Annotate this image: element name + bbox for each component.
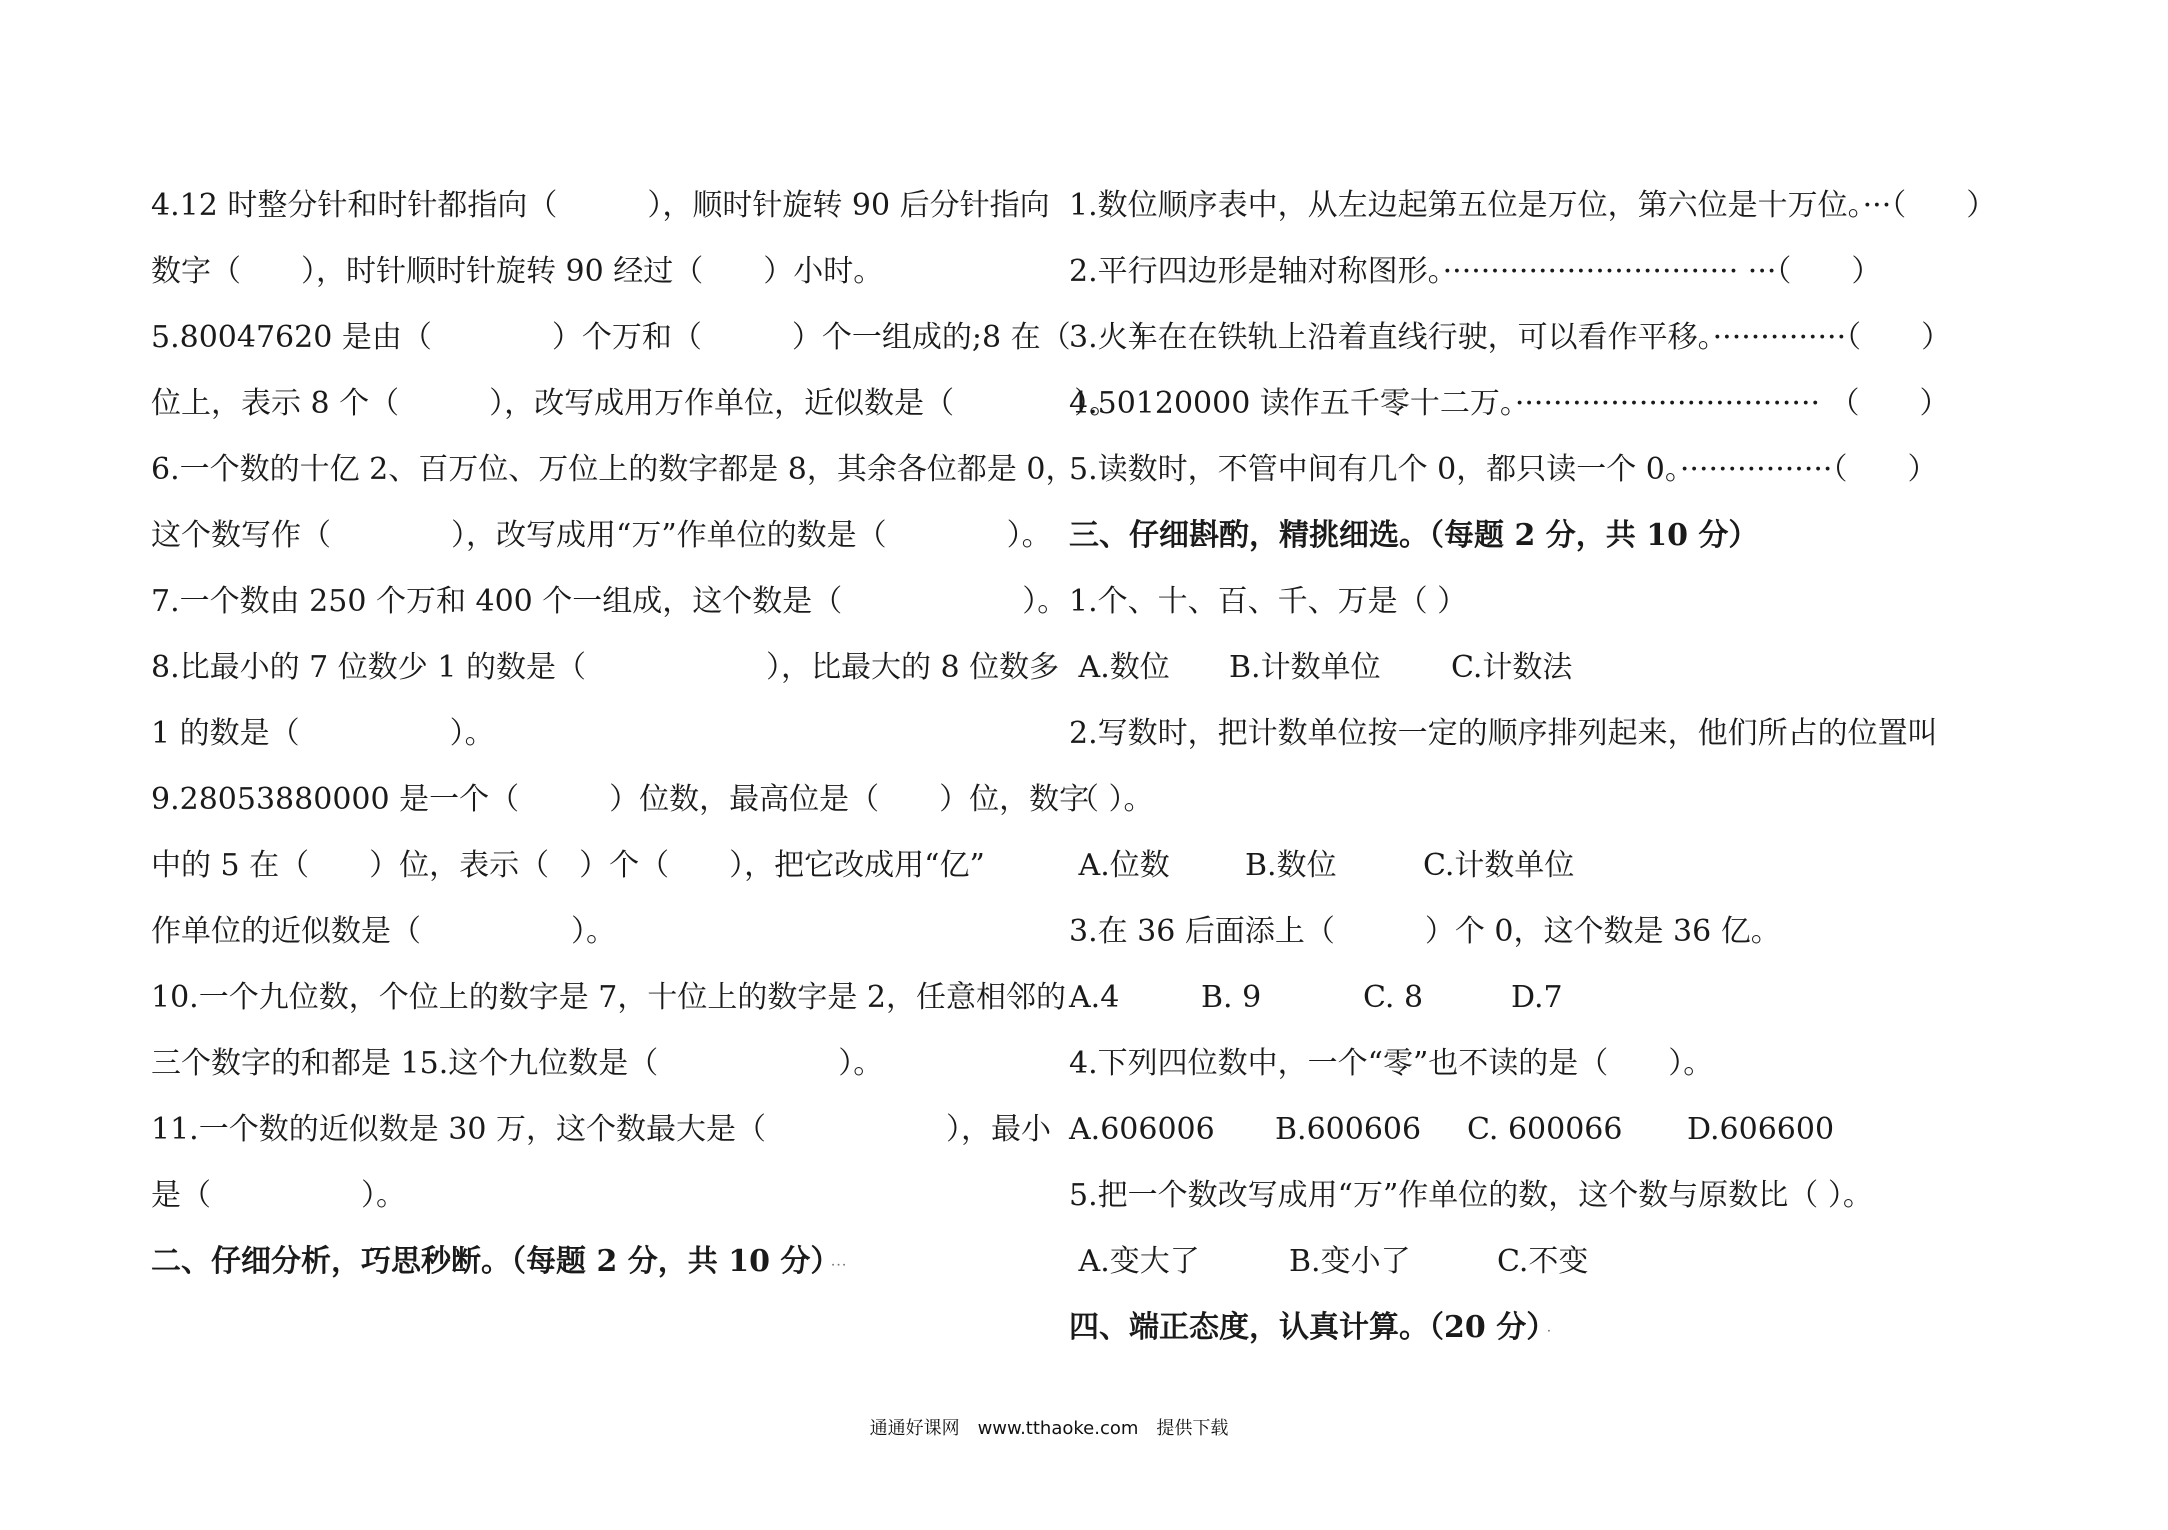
q11-line1: 11.一个数的近似数是 30 万，这个数最大是（ ），最小 — [151, 1112, 1051, 1147]
choice4-option-b: B.600606 — [1275, 1112, 1422, 1147]
section2-heading — [151, 1242, 1031, 1308]
choice2-option-a: A.位数 — [1069, 848, 1170, 883]
q4-line1: 4.12 时整分针和时针都指向（ ），顺时针旋转 90 后分针指向 — [151, 188, 1050, 223]
choice3-option-c: C. 8 — [1363, 980, 1424, 1015]
choice1-option-c: C.计数法 — [1451, 650, 1573, 685]
judge-item-2: 2.平行四边形是轴对称图形。······························· ···（ ） — [1069, 254, 1882, 289]
q6-line1: 6.一个数的十亿 2、百万位、万位上的数字都是 8，其余各位都是 0， — [151, 452, 1076, 487]
choice2-option-b: B.数位 — [1245, 848, 1337, 883]
q4-line2: 数字（ ），时针顺时针旋转 90 经过（ ）小时。 — [151, 254, 884, 289]
choice5-question: 5.把一个数改写成用“万”作单位的数，这个数与原数比（ ）。 — [1069, 1178, 1873, 1213]
q6-line2: 这个数写作（ ），改写成用“万”作单位的数是（ ）。 — [151, 518, 1052, 553]
section3-heading: 三、仔细斟酌，精挑细选。（每题 2 分，共 10 分） — [1069, 518, 1759, 553]
choice2-question-line1: 2.写数时，把计数单位按一定的顺序排列起来，他们所占的位置叫 — [1069, 716, 1938, 751]
section4-heading — [1069, 1308, 1949, 1374]
choice1-option-b: B.计数单位 — [1229, 650, 1381, 685]
judge-item-3: 3.火车在在铁轨上沿着直线行驶，可以看作平移。··············（ ） — [1069, 320, 1952, 355]
q9-line1: 9.28053880000 是一个（ ）位数，最高位是（ ）位，数字 — [151, 782, 1090, 817]
choice5-option-c: C.不变 — [1497, 1244, 1589, 1279]
choice2-question-line2: （ ）。 — [1069, 782, 1154, 817]
q10-line2: 三个数字的和都是 15.这个九位数是（ ）。 — [151, 1046, 884, 1081]
choice4-option-a: A.606006 — [1069, 1112, 1215, 1147]
choice2-option-c: C.计数单位 — [1423, 848, 1575, 883]
choice5-options — [1069, 1242, 1949, 1308]
choice4-question: 4.下列四位数中，一个“零”也不读的是（ ）。 — [1069, 1046, 1714, 1081]
q9-line2: 中的 5 在（ ）位，表示（ ）个（ ），把它改成用“亿” — [151, 848, 985, 883]
choice5-option-b: B.变小了 — [1289, 1244, 1411, 1279]
choice3-option-b: B. 9 — [1201, 980, 1262, 1015]
choice3-option-a: A.4 — [1069, 980, 1120, 1015]
section2-tail: ．．． — [831, 1255, 854, 1268]
choice3-options — [1069, 978, 1949, 1044]
judge-item-4: 4.50120000 读作五千零十二万。································ （ ） — [1069, 386, 1950, 421]
choice5-option-a: A.变大了 — [1069, 1244, 1200, 1279]
q11-line2: 是（ ）。 — [151, 1178, 406, 1213]
choice2-options — [1069, 846, 1949, 912]
q5-line1: 5.80047620 是由（ ）个万和（ ）个一组成的;8 在（ ） — [151, 320, 1161, 355]
choice1-question: 1.个、十、百、千、万是（ ） — [1069, 584, 1468, 619]
footer-source: 通通好课网 www.tthaoke.com 提供下载 — [869, 1418, 1229, 1439]
q7-line1: 7.一个数由 250 个万和 400 个一组成，这个数是（ ）。 — [151, 584, 1068, 619]
choice4-option-c: C. 600066 — [1467, 1112, 1623, 1147]
section4-tail: ． — [1547, 1321, 1559, 1334]
q8-line1: 8.比最小的 7 位数少 1 的数是（ ），比最大的 8 位数多 — [151, 650, 1060, 685]
choice3-option-d: D.7 — [1511, 980, 1563, 1015]
section2-title: 二、仔细分析，巧思秒断。（每题 2 分，共 10 分） — [151, 1244, 826, 1279]
choice1-options — [1069, 648, 1949, 714]
section4-title: 四、端正态度，认真计算。（20 分） — [1069, 1310, 1542, 1345]
choice4-options — [1069, 1110, 1949, 1176]
choice3-question: 3.在 36 后面添上（ ）个 0，这个数是 36 亿。 — [1069, 914, 1781, 949]
q9-line3: 作单位的近似数是（ ）。 — [151, 914, 616, 949]
choice4-option-d: D.606600 — [1687, 1112, 1835, 1147]
q10-line1: 10.一个九位数，个位上的数字是 7，十位上的数字是 2，任意相邻的 — [151, 980, 1066, 1015]
right-column — [1069, 186, 1997, 1374]
judge-item-5: 5.读数时，不管中间有几个 0，都只读一个 0。················（ ） — [1069, 452, 1938, 487]
q5-line2: 位上，表示 8 个（ ），改写成用万作单位，近似数是（ ）。 — [151, 386, 1120, 421]
choice1-option-a: A.数位 — [1069, 650, 1170, 685]
judge-item-1: 1.数位顺序表中，从左边起第五位是万位，第六位是十万位。···（ ） — [1069, 188, 1997, 223]
q8-line2: 1 的数是（ ）。 — [151, 716, 495, 751]
